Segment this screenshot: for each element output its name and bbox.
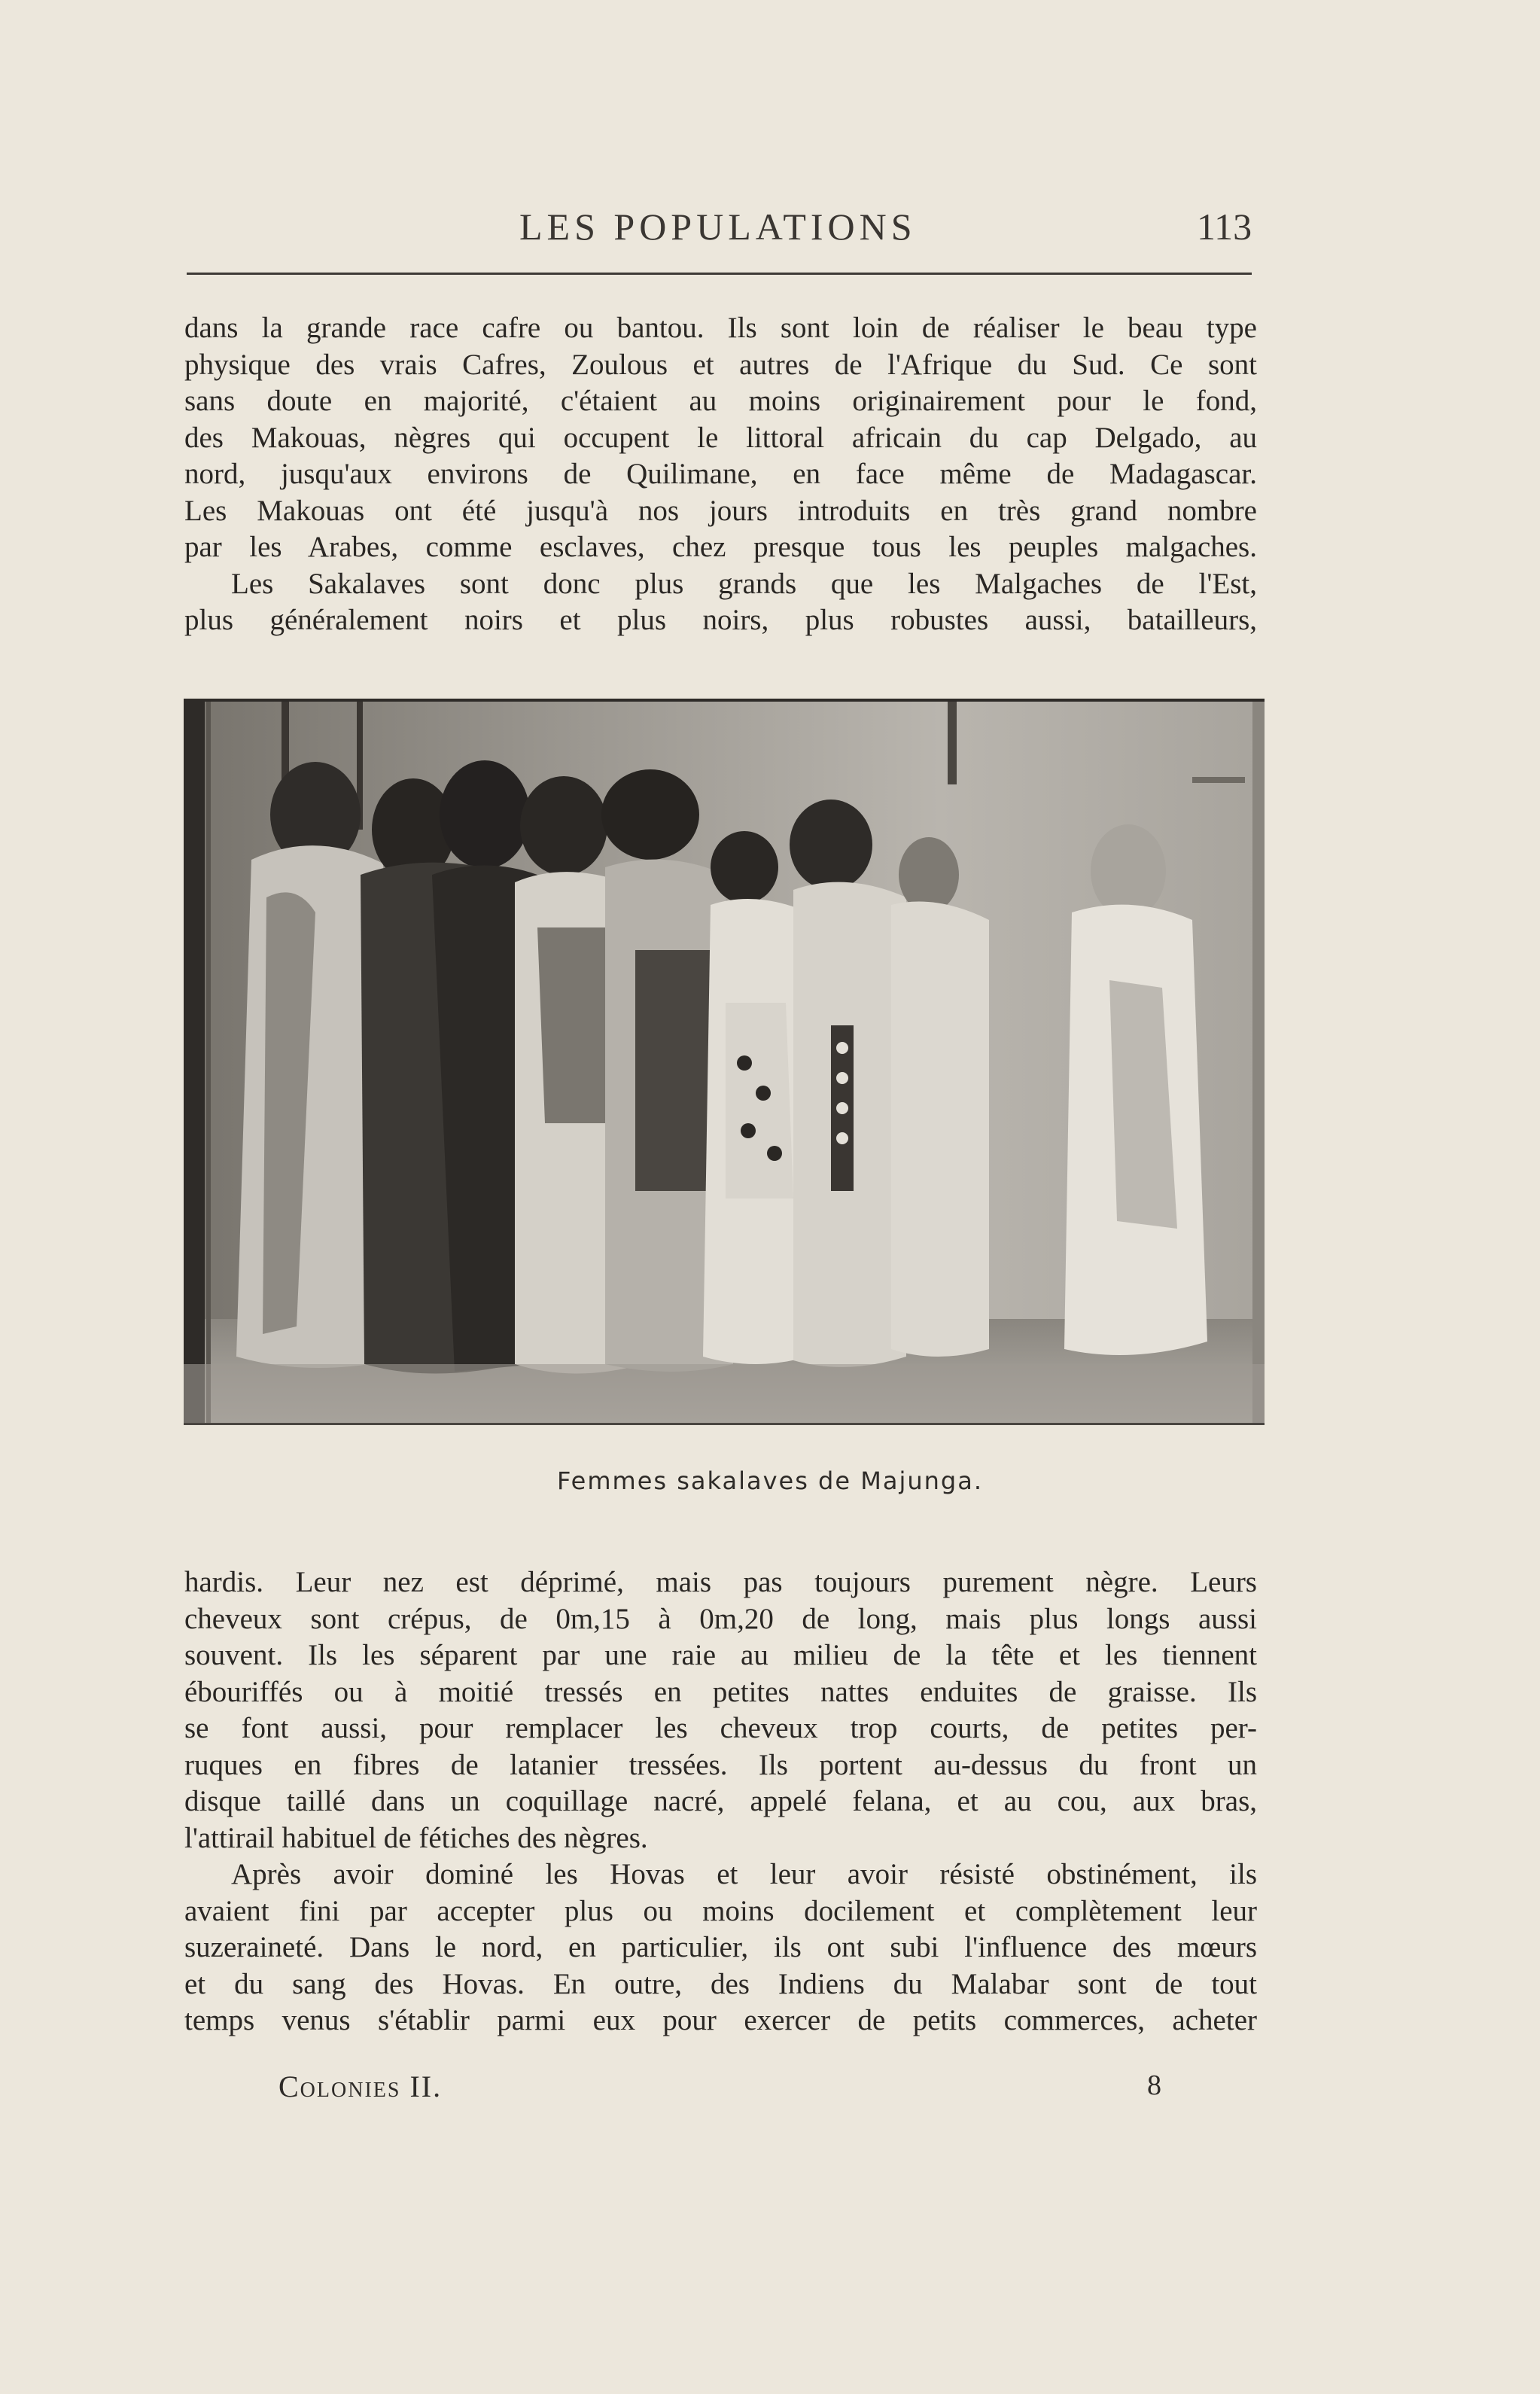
text-line: par les Arabes, comme esclaves, chez presque tous les peuples malgaches.	[184, 531, 1257, 563]
page-number: 113	[1197, 206, 1252, 248]
text-line: nord, jusqu'aux environs de Quilimane, en face même de Madagascar.	[184, 458, 1257, 490]
sheet-number: 8	[1147, 2070, 1161, 2101]
running-head	[0, 205, 1540, 257]
text-line: temps venus s'établir parmi eux pour exercer de petits commerces, acheter	[184, 2004, 1257, 2036]
text-line: et du sang des Hovas. En outre, des Indiens du Malabar sont de tout	[184, 1967, 1257, 2000]
text-line: disque taillé dans un coquillage nacré, appelé felana, et au cou, aux bras,	[184, 1785, 1257, 1817]
text-line: avaient fini par accepter plus ou moins docilement et complètement leur	[184, 1894, 1257, 1927]
text-line: ruques en fibres de latanier tressées. Ils portent au-dessus du front un	[184, 1748, 1257, 1781]
text-line: souvent. Ils les séparent par une raie au milieu de la tête et les tiennent	[184, 1639, 1257, 1671]
running-title: LES POPULATIONS	[519, 206, 917, 248]
photograph	[184, 699, 1265, 1425]
photograph-illustration	[184, 702, 1265, 1423]
text-line: Les Sakalaves sont donc plus grands que les Malgaches de l'Est,	[231, 567, 1257, 600]
text-line: sans doute en majorité, c'étaient au moins originairement pour le fond,	[184, 385, 1257, 417]
text-line: se font aussi, pour remplacer les cheveux trop courts, de petites per-	[184, 1712, 1257, 1744]
text-block-after-figure	[184, 1564, 1257, 2039]
text-line: des Makouas, nègres qui occupent le littoral africain du cap Delgado, au	[184, 421, 1257, 454]
text-line: Après avoir dominé les Hovas et leur avoir résisté obstinément, ils	[231, 1858, 1257, 1890]
text-line: l'attirail habituel de fétiches des nègres.	[184, 1821, 648, 1854]
header-rule	[187, 273, 1252, 275]
text-line: cheveux sont crépus, de 0m,15 à 0m,20 de long, mais plus longs aussi	[184, 1602, 1257, 1635]
text-line: ébouriffés ou à moitié tressés en petites nattes enduites de graisse. Ils	[184, 1675, 1257, 1708]
text-line: dans la grande race cafre ou bantou. Ils sont loin de réaliser le beau type	[184, 312, 1257, 344]
text-line: Les Makouas ont été jusqu'à nos jours introduits en très grand nombre	[184, 494, 1257, 527]
text-line: physique des vrais Cafres, Zoulous et autres de l'Afrique du Sud. Ce sont	[184, 348, 1257, 381]
figure-caption: Femmes sakalaves de Majunga.	[557, 1467, 983, 1495]
text-line: hardis. Leur nez est déprimé, mais pas toujours purement nègre. Leurs	[184, 1566, 1257, 1598]
signature-mark: Colonies II.	[278, 2070, 443, 2103]
text-block-before-figure	[184, 310, 1257, 639]
text-line: plus généralement noirs et plus noirs, plus robustes aussi, batailleurs,	[184, 604, 1257, 636]
text-line: suzeraineté. Dans le nord, en particulier, ils ont subi l'influence des mœurs	[184, 1931, 1257, 1963]
